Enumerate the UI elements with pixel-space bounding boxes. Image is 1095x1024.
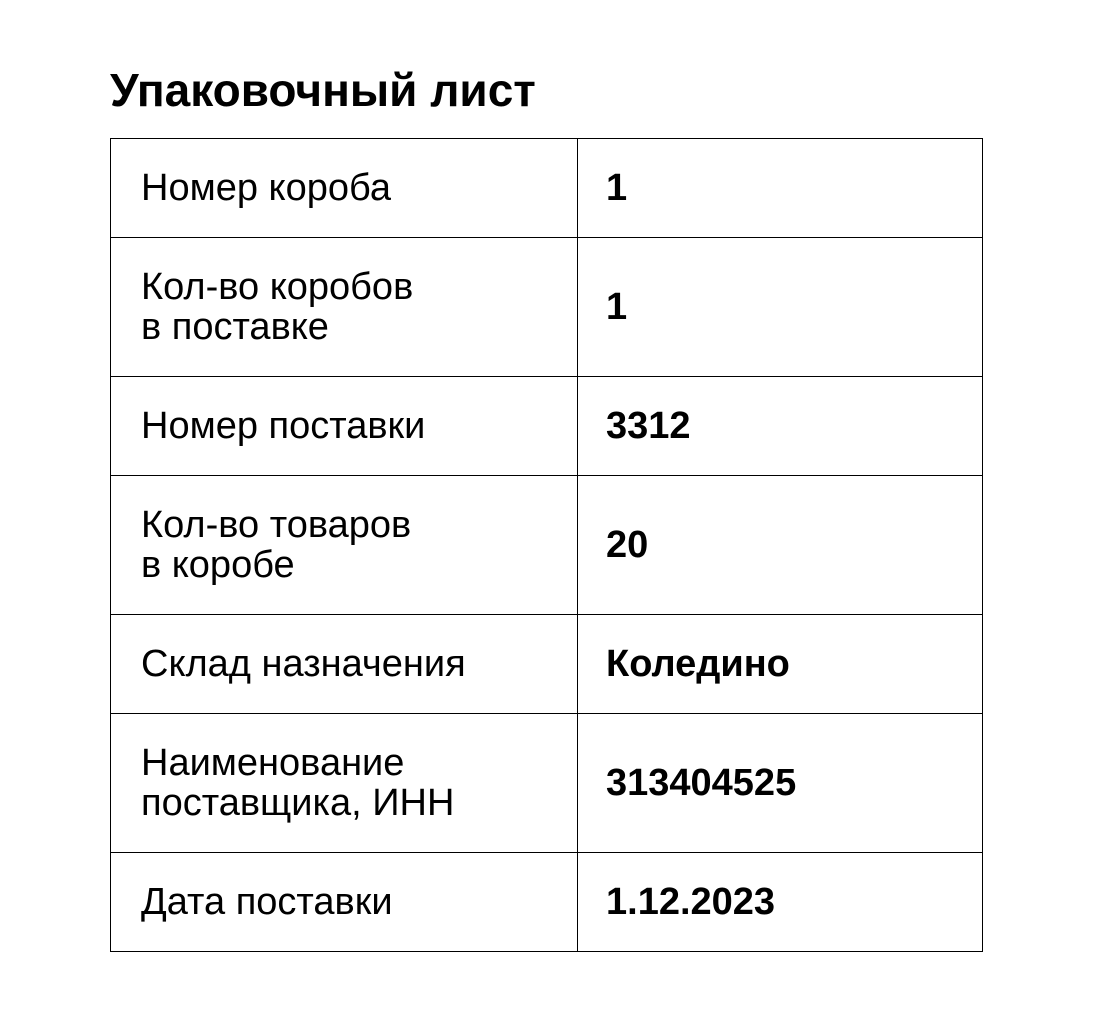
row-label: Номер поставки [111,377,578,476]
row-label: Номер короба [111,139,578,238]
row-value: 1.12.2023 [578,853,983,952]
row-label: Дата поставки [111,853,578,952]
table-row-box-number [111,139,983,238]
row-value: Коледино [578,615,983,714]
row-value: 1 [578,238,983,377]
table-row-supplier [111,714,983,853]
row-value: 1 [578,139,983,238]
row-value: 20 [578,476,983,615]
row-label: Наименование поставщика, ИНН [111,714,578,853]
row-label: Кол-во коробов в поставке [111,238,578,377]
row-value: 3312 [578,377,983,476]
table-row-shipment-date [111,853,983,952]
page-title: Упаковочный лист [110,64,536,116]
table-row-items-in-box [111,476,983,615]
row-label: Склад назначения [111,615,578,714]
table-row-destination-warehouse [111,615,983,714]
packing-list-table [110,138,983,952]
row-value: 313404525 [578,714,983,853]
row-label: Кол-во товаров в коробе [111,476,578,615]
table-row-boxes-in-shipment [111,238,983,377]
table-row-shipment-number [111,377,983,476]
